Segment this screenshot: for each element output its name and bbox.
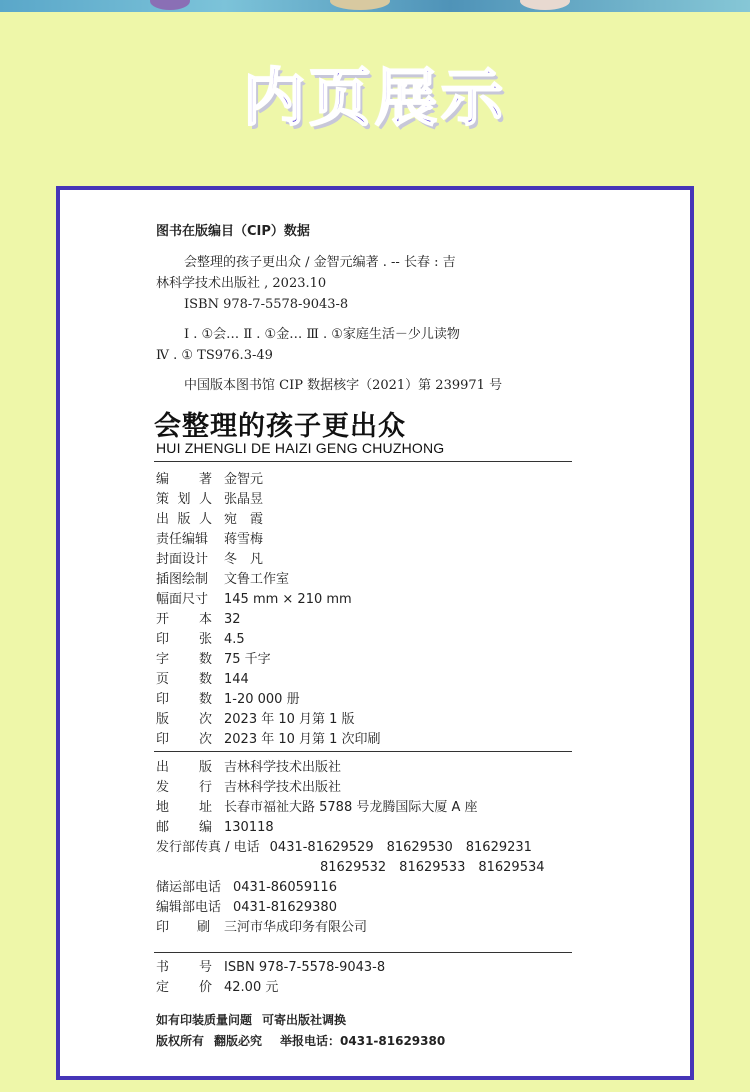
info-row bbox=[156, 530, 381, 550]
label-char: 刷 bbox=[196, 920, 210, 935]
info-label bbox=[156, 778, 212, 798]
info-label bbox=[156, 490, 212, 510]
label-char: 数 bbox=[198, 692, 212, 707]
label-char: 编 bbox=[198, 820, 212, 835]
info-value: 吉林科学技术出版社 bbox=[224, 780, 342, 795]
info-row bbox=[156, 730, 381, 750]
label-char: 价 bbox=[198, 980, 212, 995]
strip-illustration-fragment bbox=[520, 0, 570, 10]
label-char: 行 bbox=[198, 780, 212, 795]
info-value: 2023 年 10 月第 1 版 bbox=[224, 712, 355, 727]
printer-value: 三河市华成印务有限公司 bbox=[224, 920, 368, 935]
label-char: 出 bbox=[156, 760, 170, 775]
info-value: 4.5 bbox=[224, 632, 245, 647]
cip-line: 会整理的孩子更出众 / 金智元编著 . -- 长春 : 吉 bbox=[184, 255, 456, 270]
info-label bbox=[156, 630, 212, 650]
info-value: 长春市福祉大路 5788 号龙腾国际大厦 A 座 bbox=[224, 800, 478, 815]
info-value: 宛 霞 bbox=[224, 512, 264, 527]
info-row bbox=[156, 758, 478, 778]
label-char: 本 bbox=[198, 612, 212, 627]
info-value: 144 bbox=[224, 672, 249, 687]
editorial-label: 编辑部电话 bbox=[156, 900, 222, 915]
cip-block bbox=[156, 220, 502, 396]
info-label bbox=[156, 590, 212, 610]
info-row bbox=[156, 590, 381, 610]
info-value: 冬 凡 bbox=[224, 552, 264, 567]
info-label bbox=[156, 958, 212, 978]
label-char: 印 bbox=[156, 632, 170, 647]
fax-label: 发行部传真 / 电话 bbox=[156, 840, 260, 855]
info-row bbox=[156, 470, 381, 490]
cip-line: 中国版本图书馆 CIP 数据核字（2021）第 239971 号 bbox=[184, 378, 503, 393]
label-char: 版 bbox=[156, 712, 170, 727]
info-value: 42.00 元 bbox=[224, 980, 279, 995]
info-label bbox=[156, 530, 212, 550]
info-label bbox=[156, 710, 212, 730]
info-row bbox=[156, 978, 385, 998]
info-value: 蒋雪梅 bbox=[224, 532, 264, 547]
label-char: 著 bbox=[198, 472, 212, 487]
info-value: 145 mm × 210 mm bbox=[224, 592, 352, 607]
label-char: 封面设计 bbox=[156, 552, 209, 567]
label-char: 址 bbox=[198, 800, 212, 815]
divider bbox=[154, 751, 572, 752]
label-char: 编 bbox=[156, 472, 170, 487]
info-row bbox=[156, 490, 381, 510]
isbn-price-list bbox=[156, 958, 385, 998]
info-label bbox=[156, 550, 212, 570]
label-char: 字 bbox=[156, 652, 170, 667]
info-label bbox=[156, 978, 212, 998]
info-label bbox=[156, 818, 212, 838]
label-char: 开 bbox=[156, 612, 170, 627]
report-phone: 举报电话：0431-81629380 bbox=[280, 1034, 446, 1048]
label-char: 次 bbox=[198, 732, 212, 747]
label-char: 责任编辑 bbox=[156, 532, 209, 547]
info-row bbox=[156, 798, 478, 818]
info-label bbox=[156, 610, 212, 630]
label-char: 数 bbox=[198, 652, 212, 667]
notes-block bbox=[156, 1010, 445, 1052]
label-char: 印 bbox=[156, 692, 170, 707]
label-char: 幅面尺寸 bbox=[156, 592, 209, 607]
info-label bbox=[156, 690, 212, 710]
label-char: 人 bbox=[198, 492, 212, 507]
info-label bbox=[156, 730, 212, 750]
info-label bbox=[156, 470, 212, 490]
info-value: ISBN 978-7-5578-9043-8 bbox=[224, 960, 386, 975]
info-row bbox=[156, 710, 381, 730]
credits-list bbox=[156, 470, 381, 750]
book-title: 会整理的孩子更出众 bbox=[154, 411, 406, 442]
rights-note: 翻版必究 bbox=[214, 1034, 263, 1048]
info-row bbox=[156, 610, 381, 630]
label-char: 发 bbox=[156, 780, 170, 795]
info-value: 75 千字 bbox=[224, 652, 271, 667]
label-char: 策 bbox=[156, 492, 170, 507]
info-row bbox=[156, 958, 385, 978]
label-char: 地 bbox=[156, 800, 170, 815]
label-char: 版 bbox=[177, 512, 191, 527]
copyright-page-frame bbox=[56, 186, 694, 1080]
label-char: 印 bbox=[156, 732, 170, 747]
info-label bbox=[156, 570, 212, 590]
book-title-pinyin: HUI ZHENGLI DE HAIZI GENG CHUZHONG bbox=[156, 440, 445, 456]
quality-note: 如有印装质量问题 bbox=[156, 1013, 253, 1027]
info-value: 金智元 bbox=[224, 472, 264, 487]
phone-list bbox=[156, 838, 545, 938]
label-char: 定 bbox=[156, 980, 170, 995]
label-char: 出 bbox=[156, 512, 170, 527]
info-value: 吉林科学技术出版社 bbox=[224, 760, 342, 775]
info-row bbox=[156, 690, 381, 710]
info-row bbox=[156, 650, 381, 670]
label-char: 人 bbox=[198, 512, 212, 527]
label-char: 数 bbox=[198, 672, 212, 687]
info-row bbox=[156, 630, 381, 650]
info-value: 1-20 000 册 bbox=[224, 692, 300, 707]
label-char: 版 bbox=[198, 760, 212, 775]
info-row bbox=[156, 778, 478, 798]
info-value: 文鲁工作室 bbox=[224, 572, 290, 587]
info-row bbox=[156, 670, 381, 690]
rights-note: 版权所有 bbox=[156, 1034, 205, 1048]
cip-heading: 图书在版编目（CIP）数据 bbox=[156, 224, 310, 239]
label-char: 邮 bbox=[156, 820, 170, 835]
banner-title: 内页展示 bbox=[242, 61, 507, 134]
cip-line: ISBN 978-7-5578-9043-8 bbox=[184, 297, 349, 312]
divider bbox=[154, 461, 572, 462]
top-decorative-strip bbox=[0, 0, 750, 12]
cip-line: 林科学技术出版社 , 2023.10 bbox=[156, 276, 327, 291]
fax-value: 0431-81629529 81629530 81629231 bbox=[269, 840, 532, 855]
strip-illustration-fragment bbox=[150, 0, 190, 10]
label-char: 页 bbox=[156, 672, 170, 687]
label-char: 号 bbox=[198, 960, 212, 975]
editorial-value: 0431-81629380 bbox=[233, 900, 337, 915]
label-char: 划 bbox=[177, 492, 191, 507]
label-char: 次 bbox=[198, 712, 212, 727]
quality-note: 可寄出版社调换 bbox=[262, 1013, 347, 1027]
info-label bbox=[156, 510, 212, 530]
label-char: 张 bbox=[198, 632, 212, 647]
info-label bbox=[156, 758, 212, 778]
label-char: 插图绘制 bbox=[156, 572, 209, 587]
info-value: 张晶昱 bbox=[224, 492, 264, 507]
storage-value: 0431-86059116 bbox=[233, 880, 337, 895]
divider bbox=[154, 952, 572, 953]
cip-line: Ⅰ . ①会… Ⅱ . ①金… Ⅲ . ①家庭生活－少儿读物 bbox=[184, 327, 460, 342]
info-row bbox=[156, 550, 381, 570]
fax-value: 81629532 81629533 81629534 bbox=[320, 860, 545, 875]
info-label bbox=[156, 670, 212, 690]
info-value: 130118 bbox=[224, 820, 274, 835]
strip-illustration-fragment bbox=[330, 0, 390, 10]
info-value: 32 bbox=[224, 612, 241, 627]
cip-line: Ⅳ . ① TS976.3-49 bbox=[156, 348, 273, 363]
info-label bbox=[156, 650, 212, 670]
info-row bbox=[156, 510, 381, 530]
label-char: 印 bbox=[156, 920, 170, 935]
storage-label: 储运部电话 bbox=[156, 880, 222, 895]
label-char: 书 bbox=[156, 960, 170, 975]
publisher-list bbox=[156, 758, 478, 838]
info-value: 2023 年 10 月第 1 次印刷 bbox=[224, 732, 381, 747]
info-row bbox=[156, 570, 381, 590]
info-row bbox=[156, 818, 478, 838]
info-label bbox=[156, 798, 212, 818]
